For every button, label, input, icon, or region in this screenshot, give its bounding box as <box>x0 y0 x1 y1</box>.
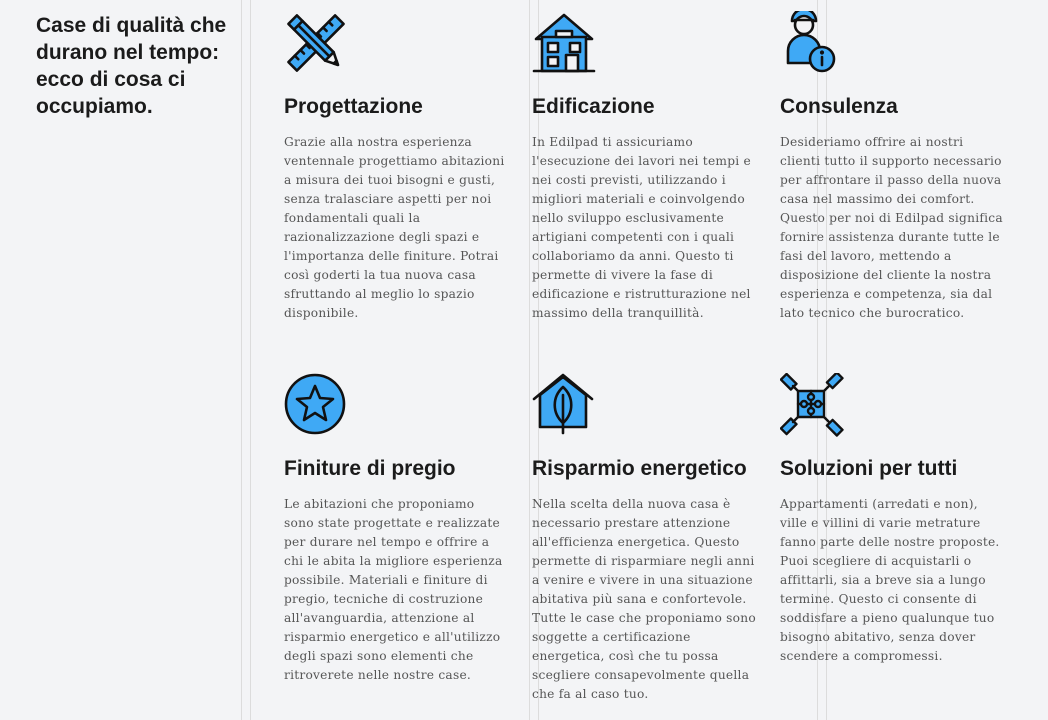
puzzle-solutions-icon <box>780 373 844 437</box>
service-card-risparmio <box>532 373 756 704</box>
service-card-finiture <box>284 373 508 685</box>
service-description: Le abitazioni che proponiamo sono state progettate e realizzate per durare nel tempo e offrire a chi le abita la migliore esperienza possibile. Materiali e finiture di pregio, tecniche di costruzione all'avanguardia, attenzione al risparmio energetico e all'utilizzo degli spazi sono elementi che ritroverete nelle nostre case. <box>284 497 503 682</box>
service-description: In Edilpad ti assicuriamo l'esecuzione dei lavori nei tempi e nei costi previsti, utilizzando i migliori materiali e coinvolgendo nello sviluppo esclusivamente artigiani competenti con i quali collaboriamo da anni. Questo ti permette di vivere la fase di edificazione e ristrutturazione nel massimo della tranquillità. <box>532 135 752 320</box>
star-badge-icon <box>284 373 348 437</box>
service-card-progettazione <box>284 11 508 323</box>
consultant-info-icon <box>780 11 844 75</box>
service-title: Consulenza <box>780 95 898 118</box>
service-description: Appartamenti (arredati e non), ville e villini di varie metrature fanno parte delle nostre proposte. Puoi scegliere di acquistarli o affittarli, sia a breve sia a lungo termine. Questo ci consente di soddisfare a pieno qualunque tuo bisogno abitativo, senza dover scendere a compromessi. <box>780 497 1000 663</box>
service-title: Finiture di pregio <box>284 457 456 480</box>
column-divider <box>250 0 251 720</box>
eco-house-leaf-icon <box>532 373 596 437</box>
column-divider <box>241 0 242 720</box>
service-card-consulenza <box>780 11 1004 323</box>
service-description: Desideriamo offrire ai nostri clienti tutto il supporto necessario per affrontare il passo della nuova casa nel massimo dei comfort. Questo per noi di Edilpad significa fornire assistenza durante tutte le fasi del lavoro, mettendo a disposizione del cliente la nostra esperienza e competenza, sia dal lato tecnico che burocratico. <box>780 135 1003 320</box>
service-title: Risparmio energetico <box>532 457 747 480</box>
service-title: Soluzioni per tutti <box>780 457 958 480</box>
service-title: Edificazione <box>532 95 655 118</box>
service-description: Nella scelta della nuova casa è necessario prestare attenzione all'efficienza energetica. Questo permette di risparmiare negli anni a venire e vivere in una situazione abitativa più sana e confortevole. Tutte le case che proponiamo sono soggette a certificazione energetica, così che tu possa scegliere consapevolmente quella che fa al caso tuo. <box>532 497 756 701</box>
house-icon <box>532 11 596 75</box>
service-title: Progettazione <box>284 95 423 118</box>
column-divider <box>529 0 530 720</box>
service-card-edificazione <box>532 11 756 323</box>
section-heading: Case di qualità che durano nel tempo: ecco di cosa ci occupiamo. <box>36 14 227 118</box>
service-card-soluzioni <box>780 373 1004 666</box>
service-description: Grazie alla nostra esperienza ventennale progettiamo abitazioni a misura dei tuoi bisogni e gusti, senza tralasciare aspetti per noi fondamentali quali la razionalizzazione degli spazi e l'importanza delle finiture. Potrai così goderti la tua nuova casa sfruttando al meglio lo spazio disponibile. <box>284 135 505 320</box>
pencil-ruler-icon <box>284 11 348 75</box>
